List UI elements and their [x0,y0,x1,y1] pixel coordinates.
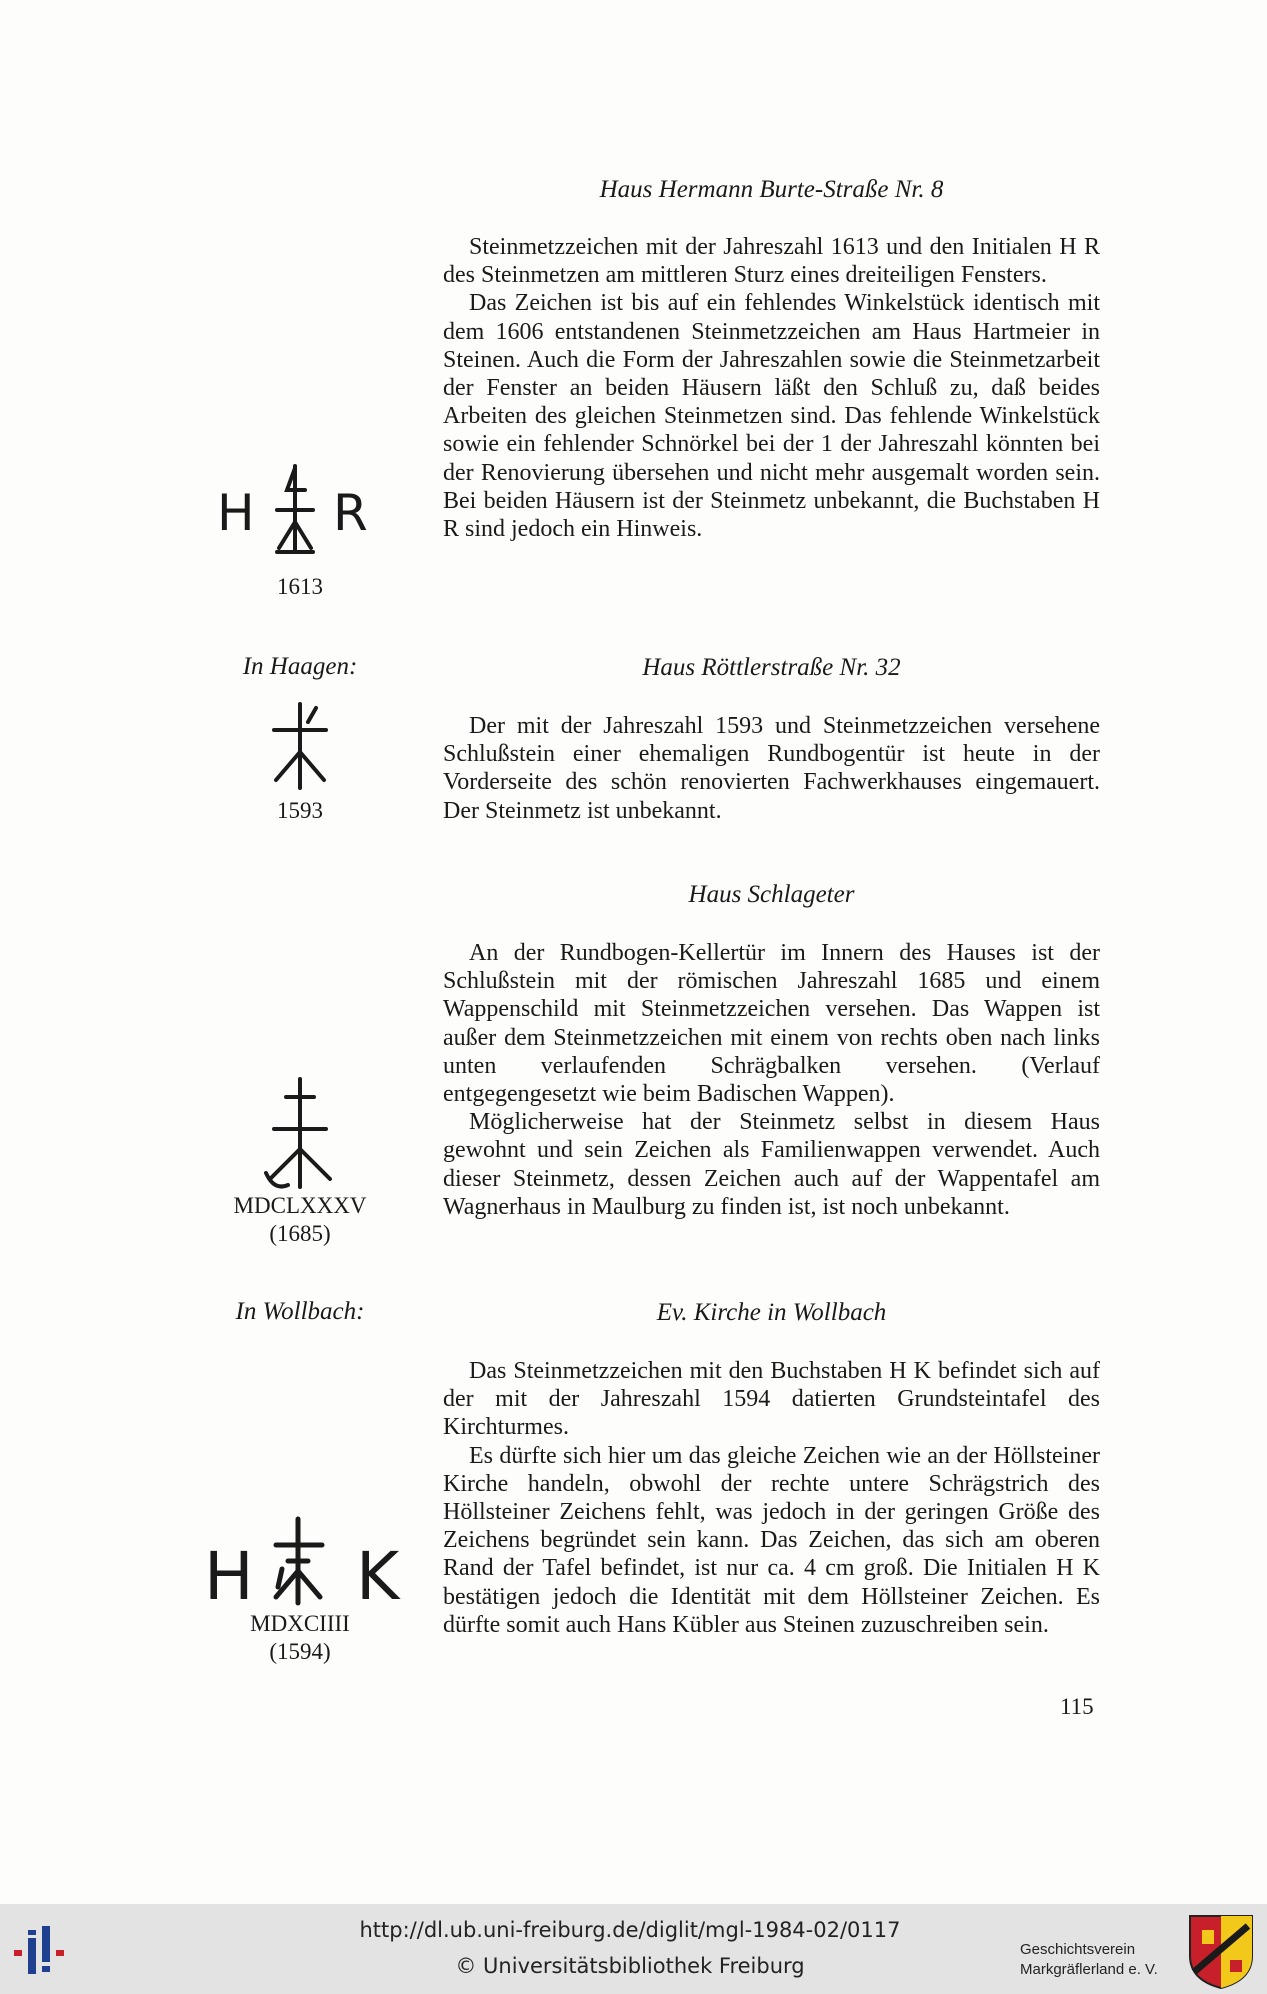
caption-roman: MDXCIIII [250,1611,350,1636]
mark-caption-1613: 1613 [277,574,323,599]
coat-of-arms-icon [1186,1912,1256,1990]
caption-arabic: (1594) [269,1639,331,1664]
paragraph: Das Zeichen ist bis auf ein fehlendes Winkelstück identisch mit dem 1606 entstandenen Steinmetzzeichen am Haus Hartmeier in Steinen. Auch die Form der Jahreszahlen sowie die Steinmetzarbeit der Fenster an beiden Häusern läßt den Schluß zu, daß beides Arbeiten des gleichen Steinmetzen sind. Das fehlende Winkelstück sowie ein fehlender Schnörkel bei der 1 der Jahreszahl könnten bei der Renovierung übersehen und nicht mehr ausgemalt worden sein. Bei beiden Häusern ist der Steinmetz unbekannt, die Buchstaben H R sind jedoch ein Hinweis. [443,290,1100,543]
page-number: 115 [1060,1694,1094,1719]
society-name [1020,1940,1158,1980]
section-body-roettlerstrasse [443,712,1100,825]
place-label-wollbach: In Wollbach: [235,1298,365,1325]
section-body-wollbach [443,1357,1100,1639]
viewer-footer [0,1904,1267,1994]
mark-letter-right: R [333,484,368,542]
section-body-schlageter [443,939,1100,1221]
copyright-notice: © Universitätsbibliothek Freiburg [455,1954,805,1978]
paragraph: Es dürfte sich hier um das gleiche Zeichen wie an der Höllsteiner Kirche handeln, obwohl der rechte untere Schrägstrich des Höllsteiner Zeichens fehlt, was jedoch in der geringen Größe des Zeichens begründet sein kann. Das Zeichen, das sich am oberen Rand der Tafel befindet, ist nur ca. 4 cm groß. Die Initialen H K bestätigen jedoch die Identität mit dem Höllsteiner Zeichen. Es dürfte somit auch Hans Kübler aus Steinen zuzuschreiben sein. [443,1442,1100,1638]
paragraph: An der Rundbogen-Kellertür im Innern des Hauses ist der Schlußstein mit der römischen Jahreszahl 1685 und einem Wappenschild mit Steinmetzzeichen versehen. Das Wappen ist außer dem Steinmetzzeichen mit einem von rechts oben nach links unten verlaufenden Schrägbalken versehen. (Verlauf entgegengesetzt wie beim Badischen Wappen). [443,940,1100,1108]
mark-letter-left: H [217,484,255,542]
stonemason-mark-hk-1594 [200,1515,414,1611]
mark-caption-1685 [200,1192,400,1248]
society-name-line2: Markgräflerland e. V. [1020,1961,1158,1978]
permalink-url[interactable]: http://dl.ub.uni-freiburg.de/diglit/mgl-1984-02/0117 [359,1918,901,1942]
section-heading-roettlerstrasse: Haus Röttlerstraße Nr. 32 [642,654,901,681]
stonemason-mark-1685 [252,1075,348,1195]
section-body-hermann-burte [443,233,1100,543]
section-heading-schlageter: Haus Schlageter [688,881,855,908]
mark-caption-1594 [200,1610,400,1666]
section-heading-hermann-burte: Haus Hermann Burte-Straße Nr. 8 [599,176,944,203]
mark-letter-right: K [356,1538,400,1611]
caption-roman: MDCLXXXV [233,1193,367,1218]
mark-caption-1593: 1593 [277,798,323,823]
society-name-line1: Geschichtsverein [1020,1941,1136,1958]
caption-arabic: (1685) [269,1221,331,1246]
stonemason-mark-1593 [262,700,338,792]
paragraph: Das Steinmetzzeichen mit den Buchstaben H K befindet sich auf der mit der Jahreszahl 1594 datierten Grundsteintafel des Kirchturmes. [443,1358,1100,1441]
place-label-haagen: In Haagen: [242,653,358,680]
stonemason-mark-hr-1613 [215,460,375,560]
section-heading-wollbach: Ev. Kirche in Wollbach [656,1299,887,1326]
paragraph: Möglicherweise hat der Steinmetz selbst in diesem Haus gewohnt und sein Zeichen als Familienwappen verwendet. Auch dieser Steinmetz, dessen Zeichen auch auf der Wappentafel am Wagnerhaus in Maulburg zu finden ist, ist noch unbekannt. [443,1109,1100,1220]
paragraph: Steinmetzzeichen mit der Jahreszahl 1613 und den Initialen H R des Steinmetzen am mittleren Sturz eines dreiteiligen Fensters. [443,234,1100,289]
library-logo-icon [10,1922,74,1982]
mark-letter-left: H [204,1538,254,1611]
paragraph: Der mit der Jahreszahl 1593 und Steinmetzzeichen versehene Schlußstein einer ehemaligen Rundbogentür ist heute in der Vorderseite des schön renovierten Fachwerkhauses eingemauert. Der Steinmetz ist unbekannt. [443,713,1100,824]
